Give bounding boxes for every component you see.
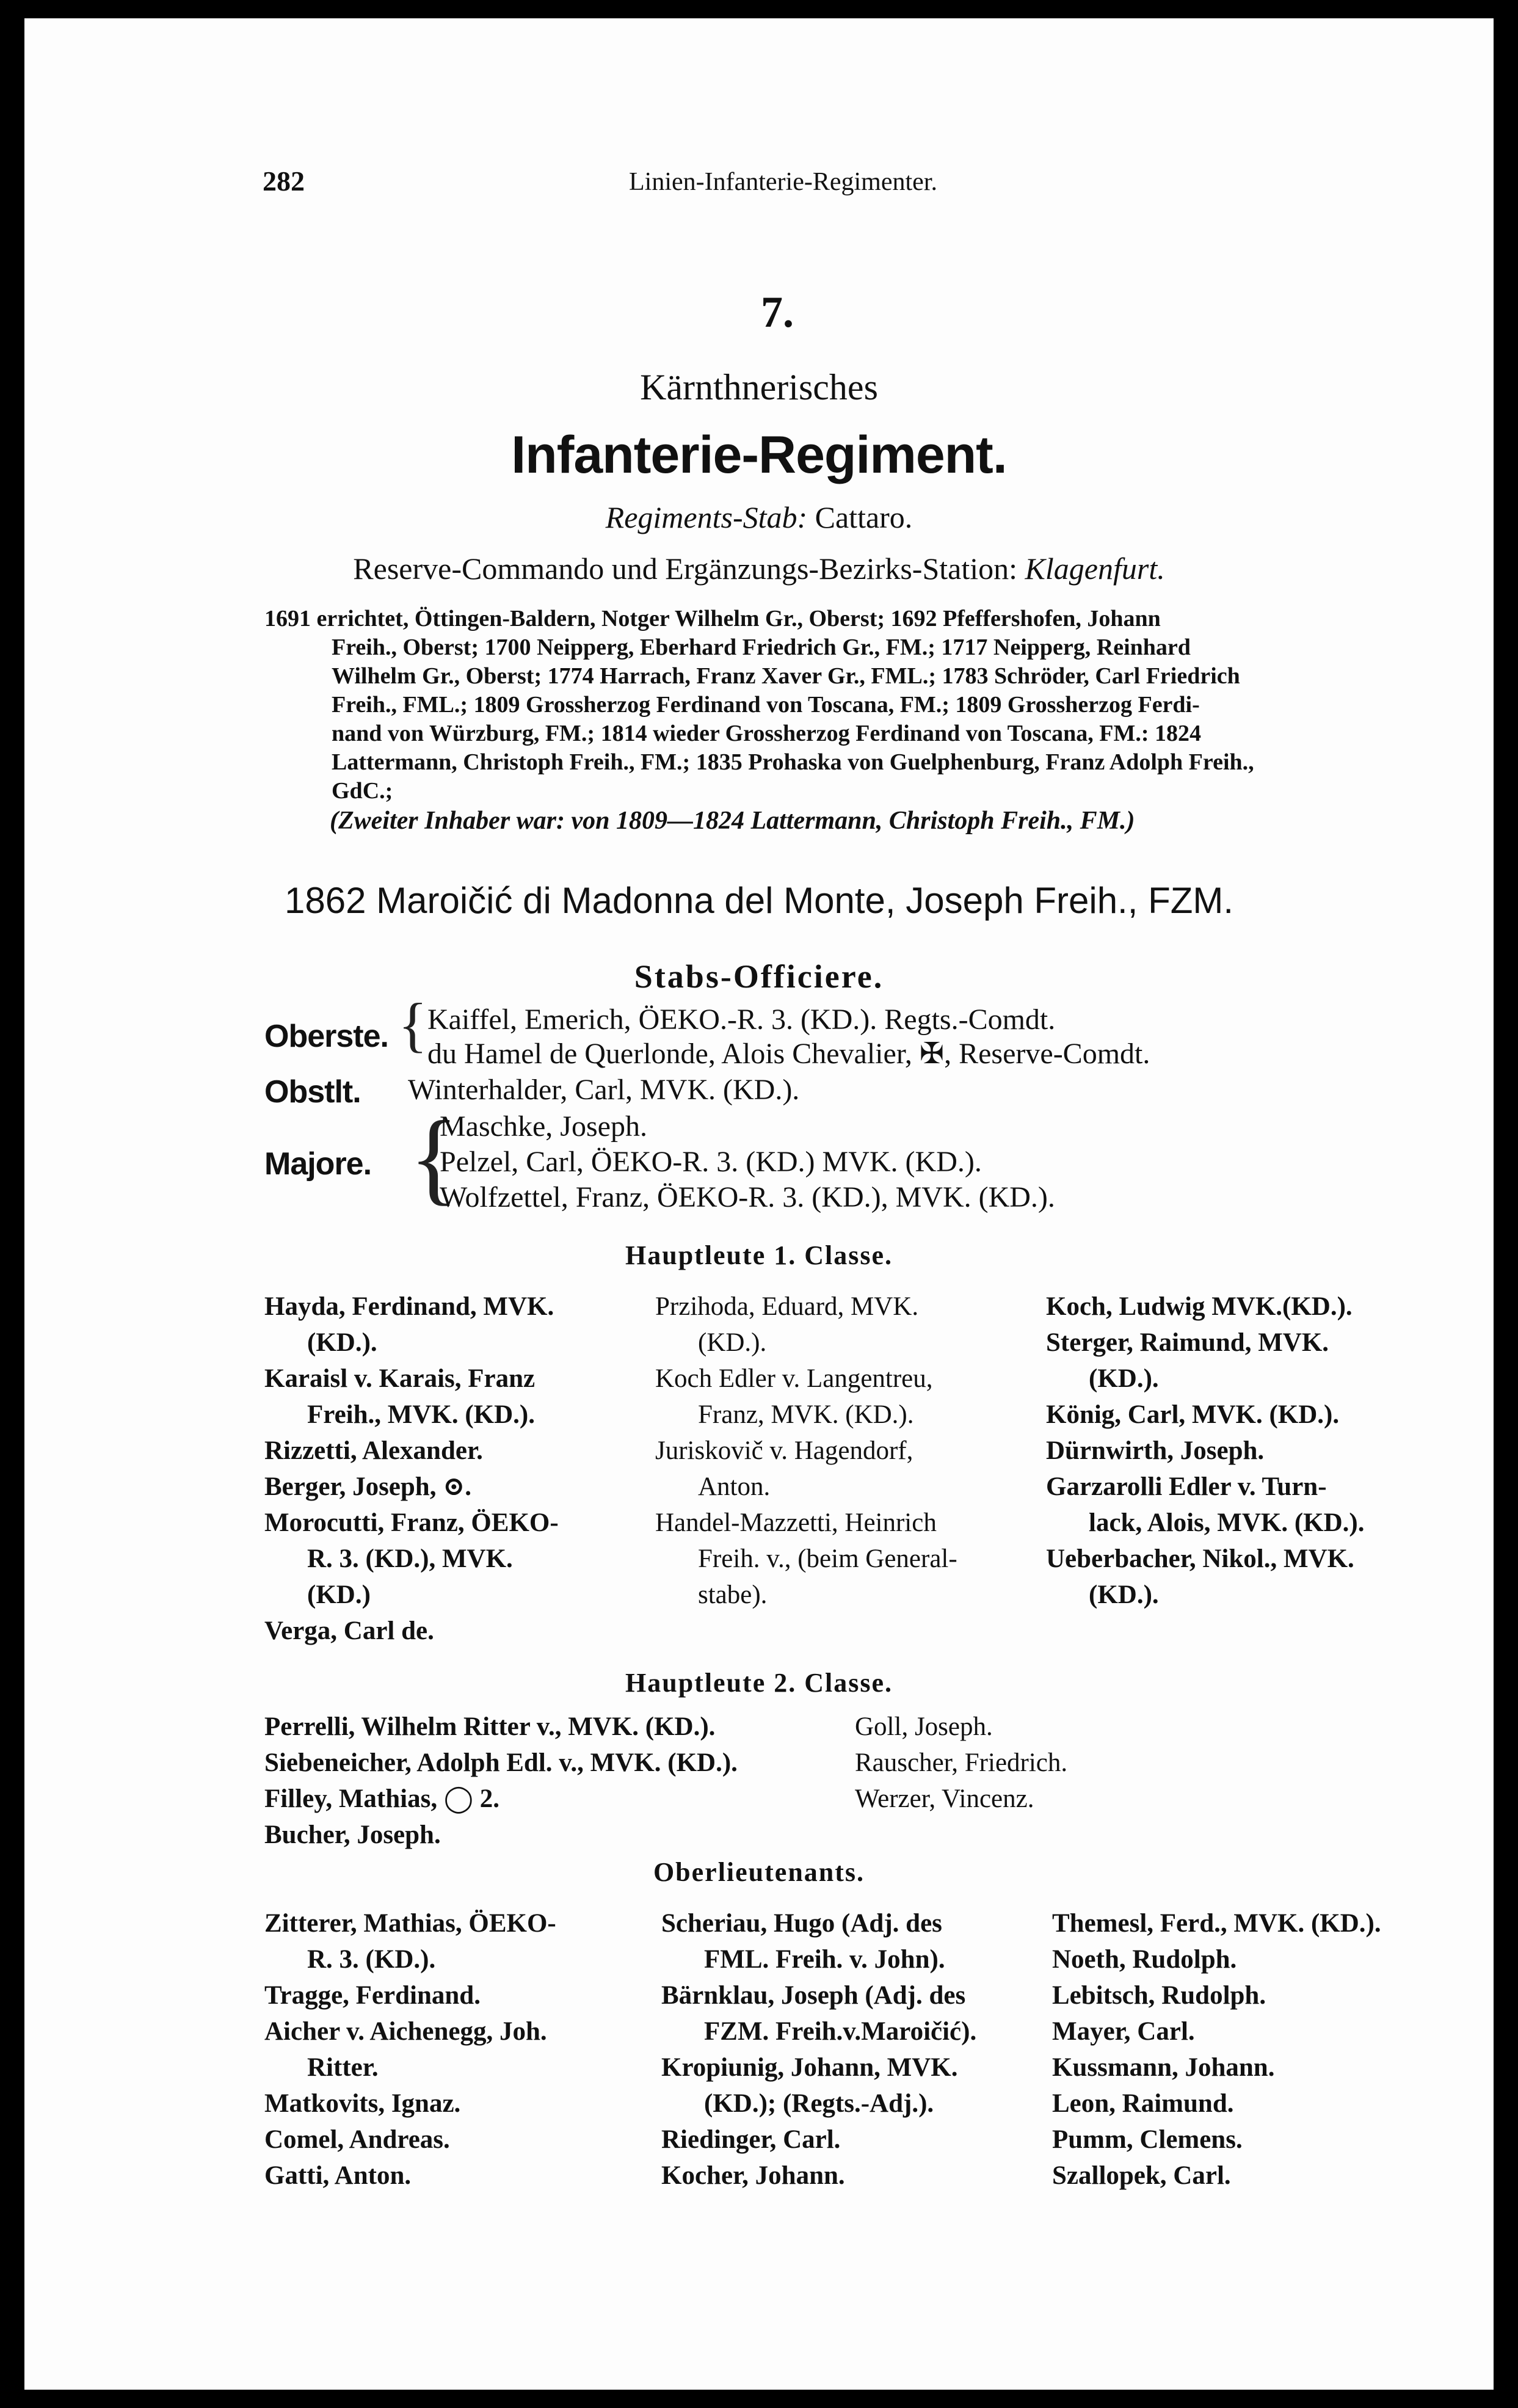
list-item: (KD.) (307, 1580, 371, 1609)
list-item: Gatti, Anton. (264, 2161, 412, 2190)
list-item: Themesl, Ferd., MVK. (KD.). (1052, 1909, 1381, 1938)
history-line: Freih., FML.; 1809 Grossherzog Ferdinand von Toscana, FM.; 1809 Grossherzog Ferdi- (332, 692, 1200, 718)
list-item: Mayer, Carl. (1052, 2017, 1195, 2046)
regiment-staff (24, 500, 1494, 535)
captains-2-col2 (855, 1709, 1067, 1817)
captains-1-col3 (1046, 1289, 1364, 1613)
list-item: Koch, Ludwig MVK.(KD.). (1046, 1292, 1353, 1321)
reserve-label: Reserve-Commando und Ergänzungs-Bezirks-Station: (353, 551, 1018, 586)
history-line: GdC.; (332, 778, 393, 804)
staff-label: Regiments-Stab: (605, 500, 808, 534)
list-item: Perrelli, Wilhelm Ritter v., MVK. (KD.). (264, 1712, 716, 1741)
list-item: Hayda, Ferdinand, MVK. (264, 1292, 554, 1321)
oberste-entry: Kaiffel, Emerich, ÖEKO.-R. 3. (KD.). Regts.-Comdt. (427, 1003, 1056, 1036)
lieutenants-col3 (1052, 1905, 1381, 2194)
list-item: Sterger, Raimund, MVK. (1046, 1328, 1329, 1357)
oberste-entry: du Hamel de Querlonde, Alois Chevalier, ✠, Reserve-Comdt. (427, 1038, 1150, 1070)
list-item: Ritter. (307, 2053, 379, 2082)
list-item: Aicher v. Aichenegg, Joh. (264, 2017, 547, 2046)
reserve-command (24, 551, 1494, 586)
list-item: Verga, Carl de. (264, 1617, 434, 1645)
regiment-number: 7. (761, 288, 794, 336)
list-item: (KD.). (307, 1328, 377, 1357)
majore-entry: Pelzel, Carl, ÖEKO-R. 3. (KD.) MVK. (KD.). (440, 1146, 982, 1178)
obstlt-label: Obstlt. (264, 1074, 361, 1110)
history-line: nand von Würzburg, FM.; 1814 wieder Grossherzog Ferdinand von Toscana, FM.: 1824 (332, 721, 1202, 746)
regiment-name-line1: Kärnthnerisches (640, 367, 878, 407)
list-item: (KD.). (1089, 1364, 1159, 1393)
captains-2-col1 (264, 1709, 738, 1853)
history-paragraph (264, 605, 1254, 806)
list-item: Garzarolli Edler v. Turn- (1046, 1472, 1327, 1501)
list-item: Kocher, Johann. (661, 2161, 845, 2190)
list-item: Juriskovič v. Hagendorf, (655, 1436, 913, 1465)
history-line: 1691 errichtet, Öttingen-Baldern, Notger Wilhelm Gr., Oberst; 1692 Pfeffershofen, Johann (264, 606, 1161, 631)
obstlt-entry: Winterhalder, Carl, MVK. (KD.). (408, 1074, 800, 1106)
regiment-name-line2: Infanterie-Regiment. (511, 426, 1007, 484)
running-head: Linien-Infanterie-Regimenter. (629, 168, 937, 196)
list-item: Freih. v., (beim General- (698, 1544, 957, 1573)
list-item: Scheriau, Hugo (Adj. des (661, 1909, 942, 1938)
list-item: Goll, Joseph. (855, 1712, 993, 1741)
list-item: König, Carl, MVK. (KD.). (1046, 1400, 1340, 1429)
list-item: Comel, Andreas. (264, 2125, 450, 2154)
section-captains-1: Hauptleute 1. Classe. (625, 1240, 893, 1270)
list-item: R. 3. (KD.), MVK. (307, 1544, 513, 1573)
list-item: FZM. Freih.v.Maroičić). (704, 2017, 977, 2046)
list-item: Freih., MVK. (KD.). (307, 1400, 535, 1429)
page-number: 282 (263, 166, 305, 197)
list-item: Karaisl v. Karais, Franz (264, 1364, 536, 1393)
list-item: Franz, MVK. (KD.). (698, 1400, 914, 1429)
list-item: Lebitsch, Rudolph. (1052, 1981, 1266, 2010)
list-item: Ueberbacher, Nikol., MVK. (1046, 1544, 1354, 1573)
majore-label: Majore. (264, 1146, 372, 1182)
list-item: (KD.); (Regts.-Adj.). (704, 2089, 934, 2118)
list-item: Anton. (698, 1472, 771, 1501)
majore-list (440, 1109, 1055, 1215)
list-item: stabe). (698, 1580, 768, 1609)
list-item: Koch Edler v. Langentreu, (655, 1364, 933, 1393)
list-item: Bucher, Joseph. (264, 1821, 441, 1849)
captains-1-col1 (264, 1289, 559, 1649)
list-item: Tragge, Ferdinand. (264, 1981, 481, 2010)
list-item: (KD.). (1089, 1580, 1159, 1609)
majore-entry: Maschke, Joseph. (440, 1110, 647, 1143)
brace: { (398, 991, 427, 1058)
history-line: Freih., Oberst; 1700 Neipperg, Eberhard Friedrich Gr., FM.; 1717 Neipperg, Reinhard (332, 635, 1191, 660)
captains-1-col2 (655, 1289, 957, 1613)
list-item: Siebeneicher, Adolph Edl. v., MVK. (KD.). (264, 1748, 738, 1777)
list-item: lack, Alois, MVK. (KD.). (1089, 1508, 1365, 1537)
majore-entry: Wolfzettel, Franz, ÖEKO-R. 3. (KD.), MVK. (KD.). (440, 1181, 1055, 1213)
list-item: Werzer, Vincenz. (855, 1784, 1034, 1813)
list-item: (KD.). (698, 1328, 767, 1357)
history-line: Wilhelm Gr., Oberst; 1774 Harrach, Franz Xaver Gr., FML.; 1783 Schröder, Carl Friedrich (332, 663, 1240, 689)
list-item: Kussmann, Johann. (1052, 2053, 1275, 2082)
section-staff-officers: Stabs-Officiere. (634, 958, 884, 995)
list-item: R. 3. (KD.). (307, 1945, 436, 1974)
list-item: Dürnwirth, Joseph. (1046, 1436, 1265, 1465)
staff-location: Cattaro. (815, 500, 913, 534)
regiment-owner: 1862 Maroičić di Madonna del Monte, Joseph Freih., FZM. (284, 880, 1234, 921)
list-item: Zitterer, Mathias, ÖEKO- (264, 1909, 556, 1938)
section-captains-2: Hauptleute 2. Classe. (625, 1668, 893, 1698)
reserve-location: Klagenfurt. (1025, 551, 1165, 586)
list-item: Morocutti, Franz, ÖEKO- (264, 1508, 559, 1537)
list-item: Matkovits, Ignaz. (264, 2089, 461, 2118)
lieutenants-col2 (661, 1905, 976, 2194)
list-item: Pumm, Clemens. (1052, 2125, 1243, 2154)
list-item: Przihoda, Eduard, MVK. (655, 1292, 919, 1321)
list-item: Handel-Mazzetti, Heinrich (655, 1508, 937, 1537)
history-line: Lattermann, Christoph Freih., FM.; 1835 Prohaska von Guelphenburg, Franz Adolph Freih., (332, 749, 1254, 775)
list-item: Rauscher, Friedrich. (855, 1748, 1068, 1777)
list-item: FML. Freih. v. John). (704, 1945, 945, 1974)
list-item: Filley, Mathias, ◯ 2. (264, 1784, 499, 1813)
list-item: Rizzetti, Alexander. (264, 1436, 483, 1465)
list-item: Bärnklau, Joseph (Adj. des (661, 1981, 966, 2010)
list-item: Berger, Joseph, ⊙. (264, 1472, 472, 1501)
section-first-lieutenants: Oberlieutenants. (653, 1857, 865, 1887)
list-item: Leon, Raimund. (1052, 2089, 1234, 2118)
page (24, 18, 1494, 2390)
list-item: Noeth, Rudolph. (1052, 1945, 1237, 1974)
list-item: Kropiunig, Johann, MVK. (661, 2053, 958, 2082)
oberste-list (427, 1003, 1150, 1071)
list-item: Szallopek, Carl. (1052, 2161, 1231, 2190)
brace: { (409, 1100, 459, 1215)
oberste-label: Oberste. (264, 1019, 388, 1054)
lieutenants-col1 (264, 1905, 556, 2194)
list-item: Riedinger, Carl. (661, 2125, 841, 2154)
second-owner: (Zweiter Inhaber war: von 1809—1824 Lattermann, Christoph Freih., FM.) (330, 807, 1135, 835)
